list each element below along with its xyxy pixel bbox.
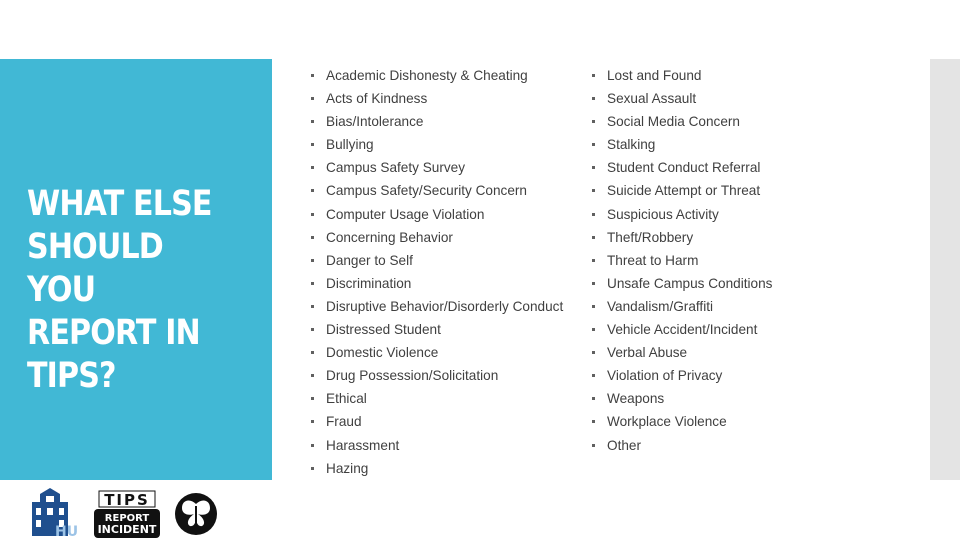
- list-item-label: Bias/Intolerance: [326, 114, 424, 130]
- list-item: [592, 387, 772, 410]
- list-item: [311, 434, 563, 457]
- list-item: [311, 87, 563, 110]
- bullet-icon: [311, 74, 314, 77]
- list-item-label: Lost and Found: [607, 68, 702, 83]
- list-item: [592, 87, 772, 110]
- list-item-label: Campus Safety/Security Concern: [326, 183, 527, 199]
- bullet-icon: [592, 259, 595, 262]
- bullet-icon: [311, 143, 314, 146]
- list-item-label: Campus Safety Survey: [326, 160, 466, 176]
- bullet-icon: [311, 120, 314, 123]
- tips-logo-icon: [94, 488, 160, 538]
- list-item: [592, 295, 772, 318]
- list-item: [311, 226, 563, 249]
- list-item: [592, 156, 772, 179]
- list-item: [311, 203, 563, 226]
- list-item: [311, 133, 563, 156]
- bullet-icon: [311, 328, 314, 331]
- list-item: [592, 133, 772, 156]
- university-logo-icon: [22, 484, 78, 538]
- slide-title: WHAT ELSE SHOULD YOU REPORT IN TIPS?: [27, 184, 212, 396]
- list-item-label: Bullying: [326, 137, 374, 153]
- bullet-icon: [592, 97, 595, 100]
- list-item: [592, 364, 772, 387]
- list-item-label: Suicide Attempt or Threat: [607, 183, 761, 199]
- bullet-icon: [592, 351, 595, 354]
- bullet-icon: [311, 374, 314, 377]
- list-item: [311, 272, 563, 295]
- bullet-icon: [311, 213, 314, 216]
- svg-text:INCIDENT: INCIDENT: [97, 523, 157, 536]
- list-item-label: Discrimination: [326, 275, 412, 291]
- list-item: [311, 179, 563, 202]
- list-item-label: Acts of Kindness: [326, 91, 428, 107]
- bullet-icon: [592, 166, 595, 169]
- bullet-icon: [592, 236, 595, 239]
- bullet-icon: [311, 351, 314, 354]
- bullet-icon: [311, 397, 314, 400]
- svg-text:TIPS: TIPS: [104, 491, 150, 509]
- bullet-icon: [592, 120, 595, 123]
- list-item: [311, 410, 563, 433]
- list-item-label: Academic Dishonesty & Cheating: [326, 68, 528, 83]
- list-item: [311, 156, 563, 179]
- list-item: [592, 318, 772, 341]
- list-item-label: Ethical: [326, 391, 367, 407]
- list-item-label: Distressed Student: [326, 322, 441, 338]
- bullet-icon: [592, 143, 595, 146]
- list-item: [311, 110, 563, 133]
- list-item-label: Social Media Concern: [607, 114, 740, 130]
- list-item-label: Sexual Assault: [607, 91, 697, 107]
- bullet-icon: [592, 74, 595, 77]
- bullet-icon: [592, 420, 595, 423]
- bullet-icon: [311, 166, 314, 169]
- list-item: [592, 203, 772, 226]
- list-item-label: Domestic Violence: [326, 345, 439, 361]
- list-item-label: Student Conduct Referral: [607, 160, 761, 176]
- list-item: [592, 434, 772, 457]
- bullet-icon: [311, 444, 314, 447]
- list-item: [592, 179, 772, 202]
- bullet-icon: [311, 420, 314, 423]
- bullet-icon: [592, 374, 595, 377]
- list-item: [592, 272, 772, 295]
- list-item: [592, 226, 772, 249]
- list-item-label: Other: [607, 437, 641, 453]
- list-item: [311, 318, 563, 341]
- report-types-list-right: [592, 64, 772, 457]
- list-item: [592, 249, 772, 272]
- bullet-icon: [592, 189, 595, 192]
- list-item-label: Danger to Self: [326, 252, 413, 268]
- svg-text:REPORT: REPORT: [104, 513, 150, 524]
- list-item-label: Concerning Behavior: [326, 229, 453, 245]
- list-item: [592, 64, 772, 87]
- bullet-icon: [592, 213, 595, 216]
- svg-text:HU: HU: [55, 524, 78, 538]
- list-item-label: Vehicle Accident/Incident: [607, 322, 758, 338]
- list-item-label: Verbal Abuse: [607, 345, 688, 361]
- list-item-label: Weapons: [607, 391, 665, 407]
- list-item-label: Violation of Privacy: [607, 368, 723, 384]
- report-types-list-left: [311, 64, 563, 480]
- list-item-label: Drug Possession/Solicitation: [326, 368, 499, 384]
- bullet-icon: [592, 282, 595, 285]
- list-item: [311, 341, 563, 364]
- bullet-icon: [311, 189, 314, 192]
- bullet-icon: [311, 467, 314, 470]
- list-item-label: Disruptive Behavior/Disorderly Conduct: [326, 298, 564, 314]
- bullet-icon: [311, 305, 314, 308]
- bullet-icon: [311, 282, 314, 285]
- list-item: [311, 295, 563, 318]
- logo-bar: [22, 482, 222, 540]
- bullet-icon: [592, 305, 595, 308]
- list-item-label: Vandalism/Graffiti: [607, 298, 714, 314]
- bullet-icon: [311, 97, 314, 100]
- list-item-label: Computer Usage Violation: [326, 206, 485, 222]
- list-item: [311, 364, 563, 387]
- list-item: [592, 341, 772, 364]
- list-item: [311, 457, 563, 480]
- list-item-label: Hazing: [326, 460, 369, 476]
- bullet-icon: [592, 328, 595, 331]
- list-item-label: Theft/Robbery: [607, 229, 694, 245]
- list-item: [311, 64, 563, 87]
- list-item-label: Unsafe Campus Conditions: [607, 275, 773, 291]
- butterfly-logo-icon: [174, 492, 218, 536]
- bullet-icon: [311, 259, 314, 262]
- list-item: [592, 110, 772, 133]
- list-item: [311, 249, 563, 272]
- list-item-label: Threat to Harm: [607, 252, 699, 268]
- list-item-label: Fraud: [326, 414, 362, 430]
- list-item-label: Stalking: [607, 137, 656, 153]
- list-item-label: Harassment: [326, 437, 400, 453]
- list-item-label: Workplace Violence: [607, 414, 727, 430]
- bullet-icon: [311, 236, 314, 239]
- list-item: [592, 410, 772, 433]
- list-item-label: Suspicious Activity: [607, 206, 719, 222]
- list-item: [311, 387, 563, 410]
- bullet-icon: [592, 397, 595, 400]
- bullet-icon: [592, 444, 595, 447]
- side-strip: [930, 59, 960, 480]
